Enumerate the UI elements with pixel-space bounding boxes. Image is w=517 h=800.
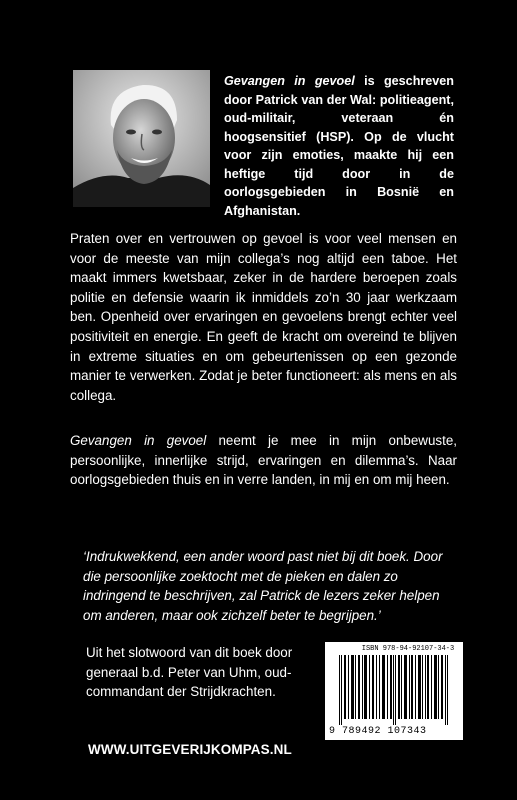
paragraph-2 (70, 431, 457, 490)
endorsement-quote: ‘Indrukwekkend, een ander woord past niet bij dit boek. Door die persoonlijke zoektocht met de pieken en dalen zo indringend te beschrijven, zal Patrick de lezers zeker helpen om anderen, maar ook zichzelf beter te begrijpen.’ (83, 549, 443, 623)
paragraph-1: Praten over en vertrouwen op gevoel is voor veel mensen en voor de meeste van mijn collega’s nog altijd een taboe. Het maakt immers kwetsbaar, zeker in de hardere beroepen zoals politie en defensie waarin ik inmiddels zo’n 30 jaar werkzaam ben. Openheid over ervaringen en gevoelens brengt echter veel positiviteit en energie. En geeft de kracht om overeind te blijven in extreme situaties en om gebeurtenissen op een gezonde manier te verwerken. Zodat je beter functioneert: als mens en als collega. (70, 231, 457, 403)
book-title-inline: Gevangen in gevoel (70, 433, 207, 448)
quote-attribution: Uit het slotwoord van dit boek door generaal b.d. Peter van Uhm, oud-commandant der Strijdkrachten. (86, 645, 293, 700)
publisher-website: WWW.UITGEVERIJKOMPAS.NL (88, 742, 292, 757)
author-blurb-text: is geschreven door Patrick van der Wal: politieagent, oud-militair, veteraan én hoogsensitief (HSP). Op de vlucht voor zijn emoties, maakte hij een heftige tijd door in de oorlogsgebieden in Bosnië en Afghanistan. (224, 74, 454, 218)
author-photo (73, 70, 210, 207)
isbn-label: ISBN 978-94-92107-34-3 (361, 645, 455, 653)
isbn-barcode (325, 642, 463, 740)
barcode-bars (339, 655, 451, 725)
paragraph-2-text: neemt je mee in mijn onbewuste, persoonlijke, innerlijke strijd, ervaringen en dilemma’s. Naar oorlogsgebieden thuis en in verre landen, in mij en om mij heen. (70, 433, 457, 488)
author-blurb (224, 72, 454, 220)
book-title: Gevangen in gevoel (224, 74, 355, 88)
barcode-digits: 9 789492 107343 (329, 726, 427, 737)
